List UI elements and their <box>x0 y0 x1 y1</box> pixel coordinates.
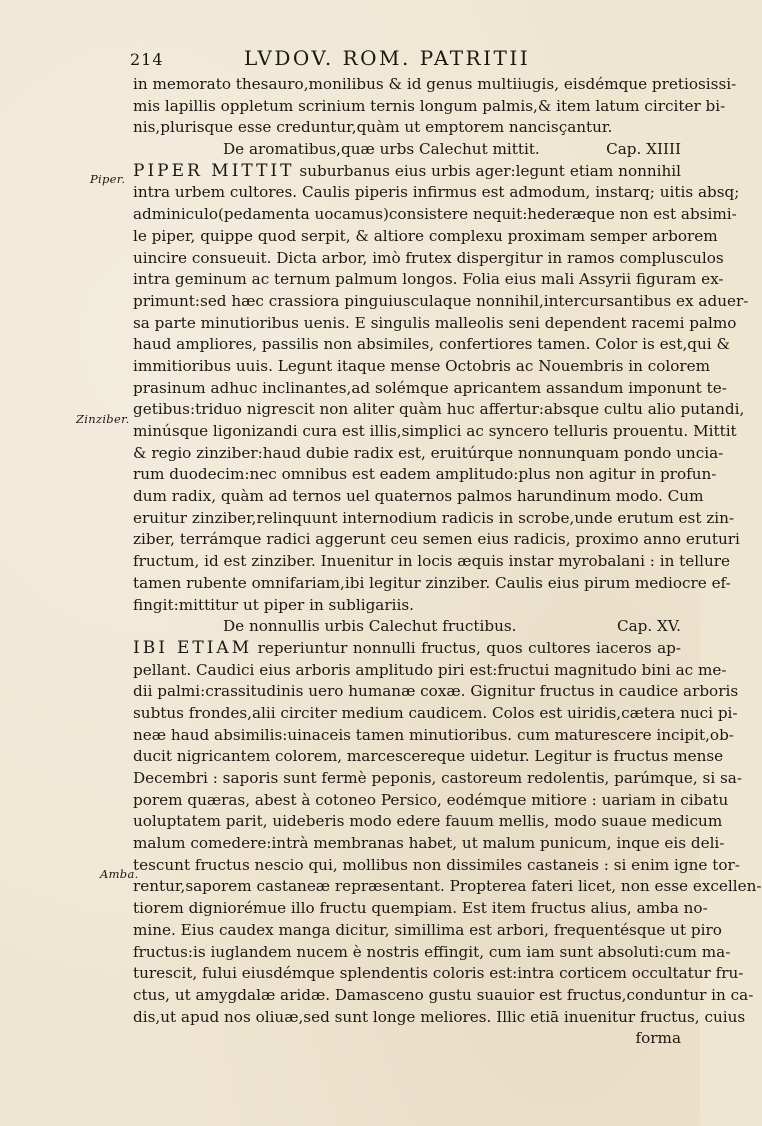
text-line: uoluptatem parit, uideberis modo edere fauum mellis, modo suaue medicum <box>133 812 723 831</box>
text-line: le piper, quippe quod serpit, & altiore complexu proximam semper arborem <box>133 226 718 245</box>
text-run: reperiuntur nonnulli fructus, quos cultores iaceros ap- <box>257 638 682 657</box>
chapter-heading-15 <box>133 616 681 638</box>
chapter-title: De nonnullis urbis Calechut fructibus. <box>223 617 517 636</box>
text-line: ducit nigricantem colorem, marcescereque uidetur. Legitur is fructus mense <box>133 747 724 766</box>
text-line: tiorem digniorémue illo fructu quempiam. Est item fructus alius, amba no- <box>133 899 708 918</box>
text-line: subtus frondes,alii circiter medium caudicem. Colos est uiridis,cætera nuci pi- <box>133 703 738 722</box>
text-line: dum radix, quàm ad ternos uel quaternos palmos harundinum modo. Cum <box>133 487 704 506</box>
text-line: turescit, fului eiusdémque splendentis coloris est:intra corticem occultatur fru- <box>133 964 744 983</box>
text-line: haud ampliores, passilis non absimiles, confertiores tamen. Color is est,qui & <box>133 335 730 354</box>
text-line: eruitur zinziber,relinquunt internodium radicis in scrobe,unde erutum est zin- <box>133 508 735 527</box>
chapter-title: De aromatibus,quæ urbs Calechut mittit. <box>223 140 540 159</box>
text-line: immitioribus uuis. Legunt itaque mense Octobris ac Nouembris in colorem <box>133 356 711 375</box>
main-text <box>133 74 762 1050</box>
text-line: pellant. Caudici eius arboris amplitudo piri est:fructui magnitudo bini ac me- <box>133 660 727 679</box>
running-head: LVDOV. ROM. PATRITII <box>244 46 531 70</box>
margin-note-zinziber: Zinziber. <box>76 412 130 426</box>
opening-caps: PIPER MITTIT <box>133 160 295 181</box>
text-line: & regio zinziber:haud dubie radix est, eruitúrque nonnunquam pondo uncia- <box>133 443 724 462</box>
text-line: malum comedere:intrà membranas habet, ut malum punicum, inque eis deli- <box>133 834 725 853</box>
text-line: intra geminum ac ternum palmum longos. Folia eius mali Assyrii figuram ex- <box>133 270 724 289</box>
page-header <box>0 44 700 74</box>
margin-note-amba: Amba. <box>100 867 139 881</box>
chapter-number: Cap. XV. <box>616 617 681 636</box>
text-line <box>133 161 681 183</box>
text-line: sa parte minutioribus uenis. E singulis malleolis seni dependent racemi palmo <box>133 313 737 332</box>
text-line: nis,plurisque esse creduntur,quàm ut emptorem nancisçantur. <box>133 118 613 137</box>
margin-note-piper: Piper. <box>90 172 126 186</box>
opening-caps: IBI ETIAM <box>133 637 253 658</box>
text-line: dis,ut apud nos oliuæ,sed sunt longe meliores. Illic etiā inuenitur fructus, cuius <box>133 1007 746 1026</box>
text-line: primunt:sed hæc crassiora pinguiusculaque nonnihil,intercursantibus ex aduer- <box>133 291 749 310</box>
text-line: ziber, terrámque radici aggerunt ceu semen eius radicis, proximo anno eruturi <box>133 530 740 549</box>
text-line: neæ haud absimilis:uinaceis tamen minutioribus. cum maturescere incipit,ob- <box>133 725 734 744</box>
text-line: intra urbem cultores. Caulis piperis infirmus est admodum, instarq; uitis absq; <box>133 183 740 202</box>
text-line: adminiculo(pedamenta uocamus)consistere nequit:hederæque non est absimi- <box>133 205 737 224</box>
text-line: tescunt fructus nescio qui, mollibus non dissimiles castaneis : si enim igne tor- <box>133 855 740 874</box>
text-line: mine. Eius caudex manga dicitur, simillima est arbori, frequentésque ut piro <box>133 920 722 939</box>
text-line: fructus:is iuglandem nucem è nostris effingit, cum iam sunt absoluti:cum ma- <box>133 942 731 961</box>
text-line: prasinum adhuc inclinantes,ad solémque apricantem assandum imponunt te- <box>133 378 727 397</box>
text-line: uincire consueuit. Dicta arbor, imò frutex dispergitur in ramos complusculos <box>133 248 724 267</box>
page-number: 214 <box>130 50 164 69</box>
text-line: fingit:mittitur ut piper in subligariis. <box>133 595 414 614</box>
text-line: minúsque ligonizandi cura est illis,simplici ac syncero telluris prouentu. Mittit <box>133 422 737 440</box>
text-line: in memorato thesauro,monilibus & id genus multiiugis, eisdémque pretiosissi- <box>133 75 737 93</box>
text-line <box>133 638 681 660</box>
text-run: suburbanus eius urbis ager:legunt etiam nonnihil <box>299 161 682 180</box>
text-line: mis lapillis oppletum scrinium ternis longum palmis,& item latum circiter bi- <box>133 96 726 115</box>
text-line: tamen rubente omnifariam,ibi legitur zinziber. Caulis eius pirum mediocre ef- <box>133 573 731 592</box>
text-line: ctus, ut amygdalæ aridæ. Damasceno gustu suauior est fructus,conduntur in ca- <box>133 985 754 1004</box>
text-line: rum duodecim:nec omnibus est eadem amplitudo:plus non agitur in profun- <box>133 465 717 484</box>
text-line: porem quæras, abest à cotoneo Persico, eodémque mitiore : uariam in cibatu <box>133 790 729 809</box>
catchword: forma <box>635 1029 681 1048</box>
text-line: Decembri : saporis sunt fermè peponis, castoreum redolentis, parúmque, si sa- <box>133 769 742 787</box>
text-line: rentur,saporem castaneæ repræsentant. Propterea fateri licet, non esse excellen- <box>133 877 762 896</box>
text-line: fructum, id est zinziber. Inuenitur in locis æquis instar myrobalani : in tellure <box>133 552 731 571</box>
chapter-number: Cap. XIIII <box>606 140 681 159</box>
text-line: dii palmi:crassitudinis uero humanæ coxæ. Gignitur fructus in caudice arboris <box>133 682 739 701</box>
text-line: getibus:triduo nigrescit non aliter quàm huc affertur:absque cultu alio putandi, <box>133 400 745 419</box>
chapter-heading-14 <box>133 139 681 161</box>
